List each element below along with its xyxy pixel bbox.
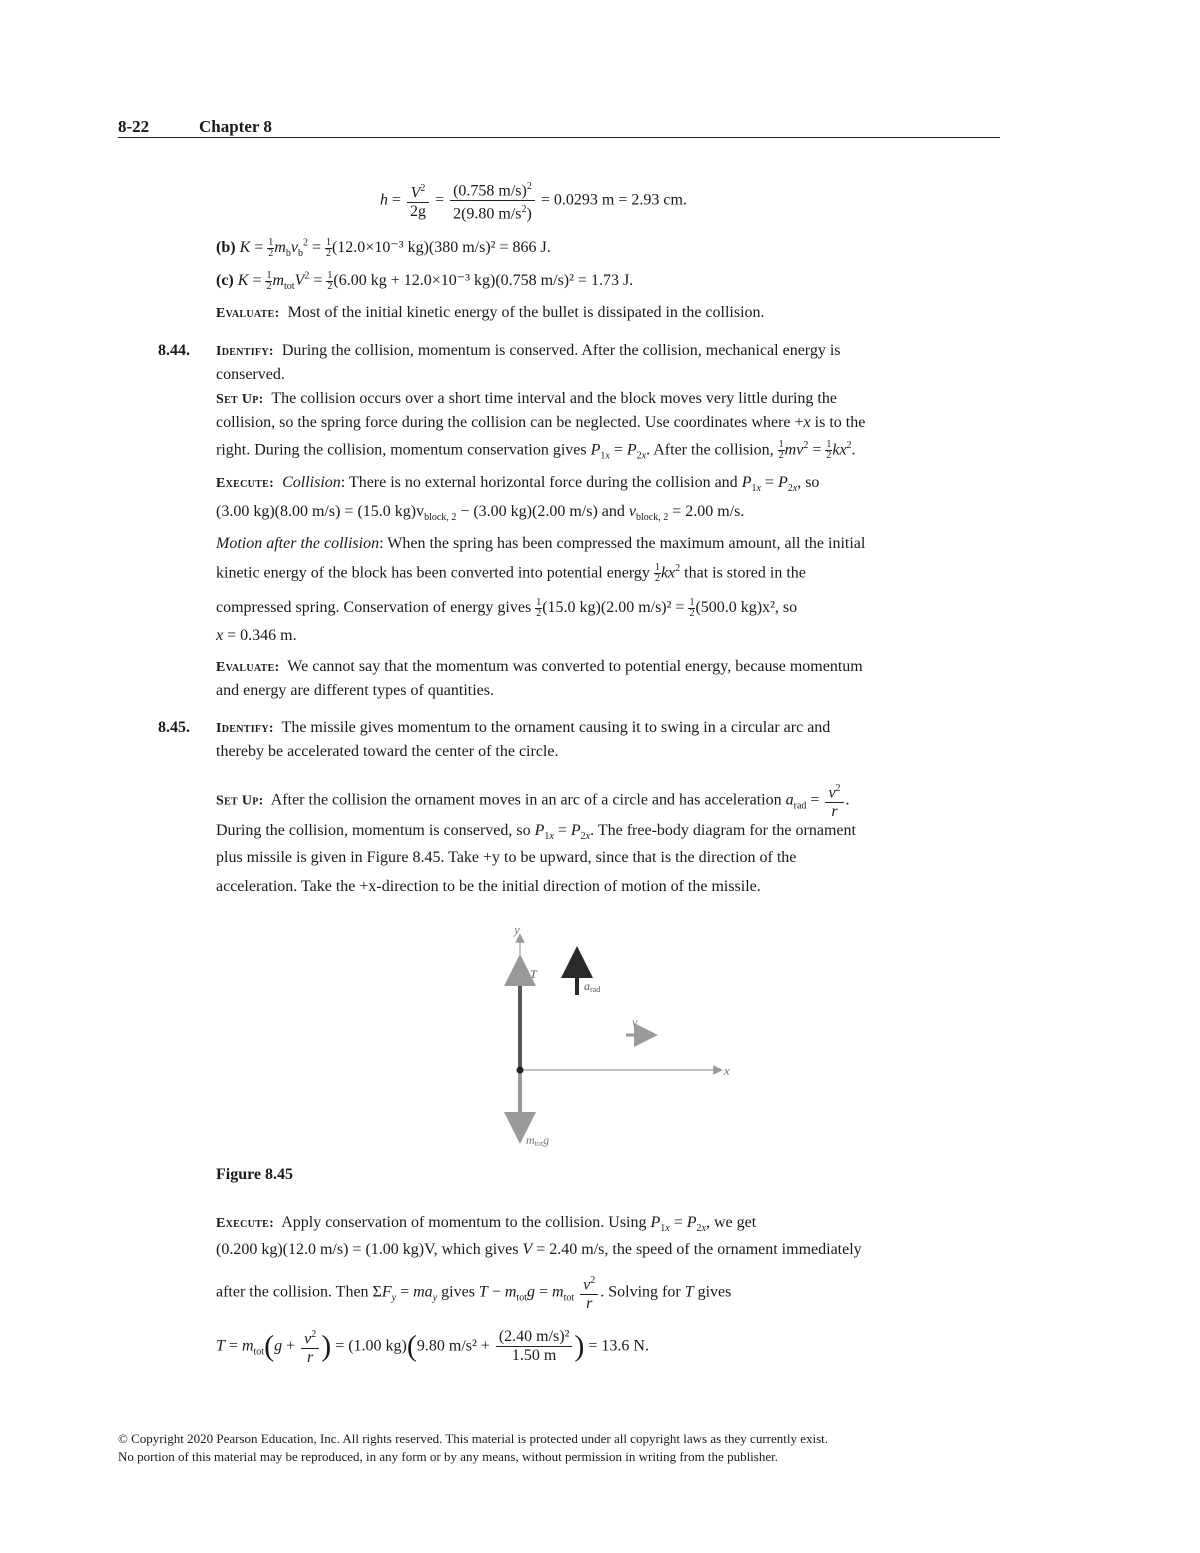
- x-axis-label: x: [724, 1063, 730, 1078]
- chapter-title: Chapter 8: [199, 117, 272, 136]
- setup-8-44-l3: right. During the collision, momentum conservation gives $P_{1x} = P_{2x}$. After the collision, $\frac{1}{2}$ $mv^2$ = $\frac{1}{2}$ $kx^2$.: [216, 439, 856, 462]
- header-rule: [118, 137, 1000, 138]
- part-c-equation: (c) K = $\frac{1}{2}$ $m_{tot}V^2$ = $\frac{1}{2}$ (6.00 kg + 12.0×10⁻³ kg)(0.758 m/s)² = 1.73 J.: [216, 269, 634, 293]
- motion-8-44-l1: Motion after the collision: When the spring has been compressed the maximum amount, all the initial: [216, 535, 866, 552]
- figure-caption: Figure 8.45: [216, 1166, 294, 1183]
- identify-8-45-l1: Identify: The missile gives momentum to the ornament causing it to swing in a circular arc and: [216, 719, 831, 736]
- free-body-diagram: [480, 918, 760, 1154]
- setup-8-45-l3: plus missile is given in Figure 8.45. Take +y to be upward, since that is the direction of the: [216, 849, 797, 866]
- prev-evaluate: Evaluate: Most of the initial kinetic energy of the bullet is dissipated in the collision.: [216, 304, 765, 321]
- part-b-equation: (b) K = $\frac{1}{2}$ $m_bv_b^2$ = $\frac{1}{2}$ (12.0×10⁻³ kg)(380 m/s)² = 866 J.: [216, 236, 551, 260]
- setup-8-45-l2: During the collision, momentum is conserved, so $P_{1x} = P_{2x}$. The free-body diagram for the ornament: [216, 822, 856, 843]
- weight-label: mtotg: [526, 1133, 550, 1148]
- motion-8-44-l4: x = 0.346 m.: [216, 627, 297, 644]
- execute-8-45-l3: after the collision. Then $\Sigma F_y = ma_y$ gives $T - m_{tot}g = m_{tot}$ $\frac{v^2}{r}$ . Solving for T gives: [216, 1272, 731, 1313]
- problem-number-8-44: 8.44.: [158, 342, 190, 359]
- identify-8-44-l2: conserved.: [216, 366, 285, 383]
- setup-8-45-l4: acceleration. Take the +x-direction to be the initial direction of motion of the missile.: [216, 878, 761, 895]
- evaluate-8-44-l1: Evaluate: We cannot say that the momentum was converted to potential energy, because momentum: [216, 658, 863, 675]
- problem-number-8-45: 8.45.: [158, 719, 190, 736]
- velocity-label: v: [632, 1015, 638, 1029]
- execute-8-45-l1: Execute: Apply conservation of momentum to the collision. Using $P_{1x} = P_{2x}$, we get: [216, 1214, 757, 1235]
- h-equation: h = $\frac{V^2}{2g}$ = $\frac{(0.758 m/s)^2}{2(9.80 m/s^2)}$ = 0.0293 m = 2.93 cm.: [380, 178, 687, 224]
- copyright-line-1: © Copyright 2020 Pearson Education, Inc. All rights reserved. This material is protected under all copyright laws as they currently exist.: [118, 1431, 829, 1446]
- motion-8-44-l3: compressed spring. Conservation of energy gives $\frac{1}{2}$ (15.0 kg)(2.00 m/s)² = $\frac{1}{2}$ (500.0 kg)x², so: [216, 597, 798, 619]
- copyright-line-2: No portion of this material may be reproduced, in any form or by any means, without permission in writing from the publisher.: [118, 1449, 778, 1464]
- arad-label: arad: [584, 979, 601, 994]
- execute-8-45-l2: (0.200 kg)(12.0 m/s) = (1.00 kg)V, which gives V = 2.40 m/s, the speed of the ornament immediately: [216, 1241, 862, 1258]
- setup-8-44-l2: collision, so the spring force during the collision can be neglected. Use coordinates where +x is to the: [216, 414, 866, 431]
- execute-8-44-l1: Execute: Collision: There is no external horizontal force during the collision and $P_{1x} = P_{2x}$, so: [216, 474, 820, 495]
- evaluate-8-44-l2: and energy are different types of quantities.: [216, 682, 494, 699]
- identify-8-45-l2: thereby be accelerated toward the center of the circle.: [216, 743, 559, 760]
- final-equation: $T = m_{tot}(g$ + $\frac{v^2}{r}$ ) = (1.00 kg)(9.80 m/s² + $\frac{\text{(2.40 m/s)²}}{1.50 m}$ ) = 13.6 N.: [216, 1326, 649, 1367]
- setup-8-44-l1: Set Up: The collision occurs over a short time interval and the block moves very little during the: [216, 390, 837, 407]
- tension-label: T: [530, 967, 537, 981]
- page-number: 8-22: [118, 117, 150, 136]
- setup-8-45-l1: Set Up: After the collision the ornament moves in an arc of a circle and has acceleration $a_{rad}$ = $\frac{v^2}{r}$ .: [216, 780, 850, 821]
- motion-8-44-l2: kinetic energy of the block has been converted into potential energy $\frac{1}{2}$ $kx^2$ that is stored in the: [216, 562, 806, 585]
- y-axis-label: y: [514, 922, 520, 937]
- identify-8-44-l1: Identify: During the collision, momentum is conserved. After the collision, mechanical energy is: [216, 342, 841, 359]
- execute-8-44-l2: (3.00 kg)(8.00 m/s) = (15.0 $kg)v_{block, 2} - (3.00$ kg)(2.00 m/s) and $v_{block, 2} = 2.00$ m/s.: [216, 503, 745, 524]
- ornament-point: [517, 1067, 524, 1074]
